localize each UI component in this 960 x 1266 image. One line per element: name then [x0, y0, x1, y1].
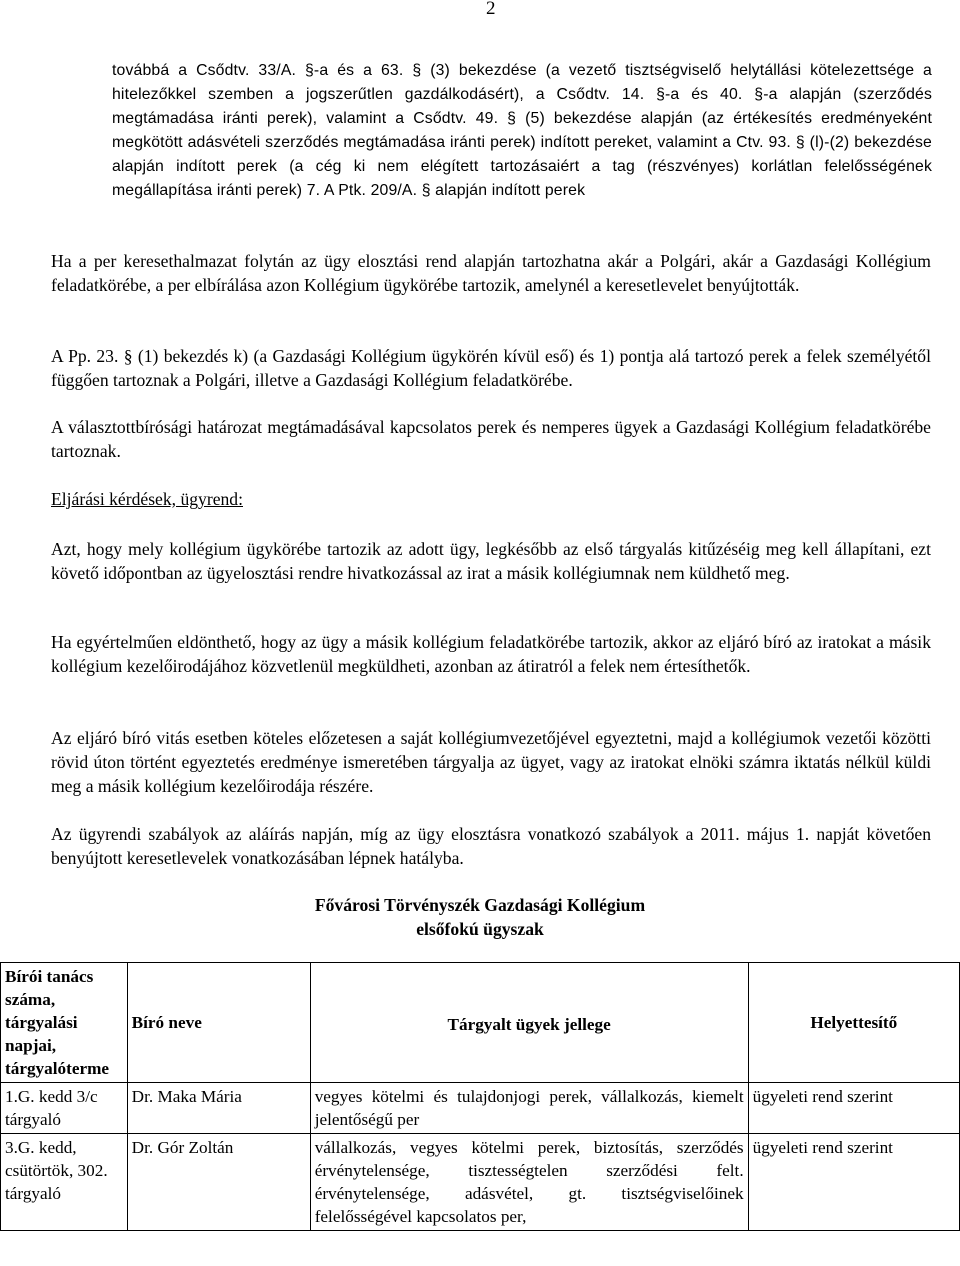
paragraph-kollegium-ugykor: Azt, hogy mely kollégium ügykörébe tartozik az adott ügy, legkésőbb az első tárgyalás kitűzéséig meg kell állapítani, ezt követő időpontban az ügyelosztási rendre hivatkozással az irat a másik kollégiumnak nem küldhető meg.: [51, 539, 931, 583]
paragraph-egyertelmu: Ha egyértelműen eldönthető, hogy az ügy a másik kollégium feladatkörébe tartozik, akkor az eljáró bíró az iratokat a másik kollégium kezelőirodájához közvetlenül megküldheti, azonban az átiratról a felek nem értesíthetők.: [51, 632, 931, 676]
cell-tanacs: 3.G. kedd, csütörtök, 302. tárgyaló: [1, 1134, 128, 1231]
header-tanacs: Bírói tanács száma, tárgyalási napjai, tárgyalóterme: [1, 963, 128, 1083]
paragraph-csodtv-list: továbbá a Csődtv. 33/A. §-a és a 63. § (3) bekezdése (a vezető tisztségviselő helytállási kötelezettsége a hitelezőkkel szemben a jogszerűtlen gazdálkodásért), a Csődtv. 14. §-a és 40. §-a alapján (szerződés megtámadása iránti perek), valamint a Csődtv. 49. § (5) bekezdése alapján (az értékesítés eredményeként megkötött adásvételi szerződés megtámadása iránti perek) indított pereket, valamint a Ctv. 93. § (l)-(2) bekezdése alapján indított perek (a cég ki nem elégített tartozásaiért a tag (részvényes) korlátlan felelősségének megállapítása iránti perek) 7. A Ptk. 209/A. § alapján indított perek: [112, 62, 932, 199]
section-heading-eljarasi-kerdesek: Eljárási kérdések, ügyrend:: [51, 489, 243, 509]
cell-helyettesito: ügyeleti rend szerint: [748, 1134, 959, 1231]
paragraph-hatalyba-lepes: Az ügyrendi szabályok az aláírás napján, míg az ügy elosztásra vonatkozó szabályok a 2011. május 1. napját követően benyújtott keresetlevelek vonatkozásában lépnek hatályba.: [51, 824, 931, 868]
cell-biro: Dr. Maka Mária: [127, 1083, 310, 1134]
cell-helyettesito: ügyeleti rend szerint: [748, 1083, 959, 1134]
table-row: [1, 1083, 960, 1134]
cell-biro: Dr. Gór Zoltán: [127, 1134, 310, 1231]
cell-tanacs: 1.G. kedd 3/c tárgyaló: [1, 1083, 128, 1134]
header-biro: Bíró neve: [127, 963, 310, 1083]
paragraph-keresethalmazat: Ha a per keresethalmazat folytán az ügy elosztási rend alapján tartozhatna akár a Polgári, akár a Gazdasági Kollégium feladatkörébe, a per elbírálása azon Kollégium ügykörébe tartozik, amelynél a keresetlevelet benyújtották.: [51, 251, 931, 295]
cell-ugyek: vegyes kötelmi és tulajdonjogi perek, vállalkozás, kiemelt jelentőségű per: [310, 1083, 748, 1134]
page-number: 2: [486, 0, 496, 19]
cell-ugyek: vállalkozás, vegyes kötelmi perek, biztosítás, szerződés érvénytelensége, tisztességtelen szerződési felt. érvénytelensége, adásvétel, gt. tisztségviselőinek felelősségével kapcsolatos per,: [310, 1134, 748, 1231]
paragraph-valasztottbirosag: A választottbírósági határozat megtámadásával kapcsolatos perek és nemperes ügyek a Gazdasági Kollégium feladatkörébe tartoznak.: [51, 417, 931, 461]
header-ugyek: Tárgyalt ügyek jellege: [310, 963, 748, 1083]
table-row: [1, 1134, 960, 1231]
paragraph-vitas-eset: Az eljáró bíró vitás esetben köteles előzetesen a saját kollégiumvezetőjével egyeztetni, majd a kollégiumok vezetői közötti rövid úton történt egyeztetés eredménye ismeretében tárgyalja az ügyet, vagy az iratokat elnöki számra iktatás nélkül küldi meg a másik kollégium kezelőirodája részére.: [51, 728, 931, 796]
table-header-row: [1, 963, 960, 1083]
section-title-line1: Fővárosi Törvényszék Gazdasági Kollégium: [314, 895, 646, 915]
section-title-line2: elsőfokú ügyszak: [416, 919, 544, 939]
header-helyettesito: Helyettesítő: [748, 963, 959, 1083]
paragraph-pp-23: A Pp. 23. § (1) bekezdés k) (a Gazdasági Kollégium ügykörén kívül eső) és 1) pontja alá tartozó perek a felek személyétől függően tartoznak a Polgári, illetve a Gazdasági Kollégium feladatkörébe.: [51, 346, 931, 390]
schedule-table: [0, 962, 960, 1231]
